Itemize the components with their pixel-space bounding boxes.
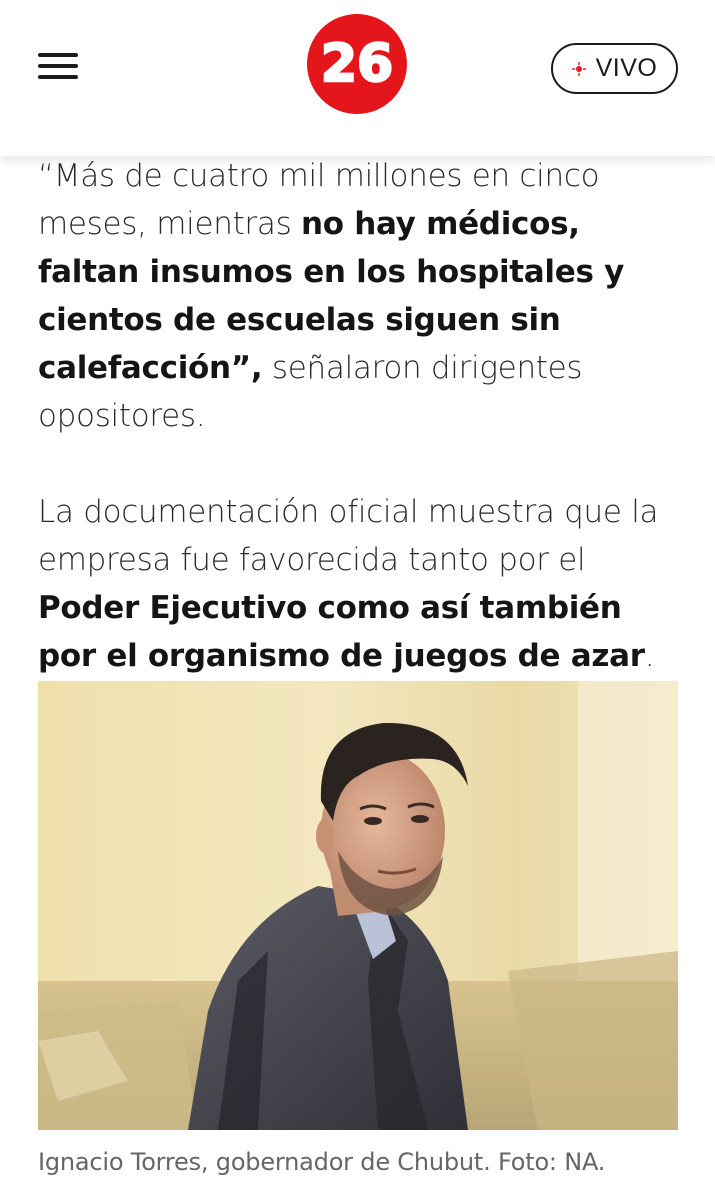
paragraph-text: “Más de cuatro mil millones en cinco meses, mientras: [38, 158, 600, 242]
paragraph-text: .: [644, 638, 655, 674]
canal-26-logo-icon: [306, 13, 408, 115]
logo-text: 26: [320, 34, 394, 94]
photo-caption: Ignacio Torres, gobernador de Chubut. Foto: NA.: [38, 1148, 606, 1176]
live-dot-icon: [572, 62, 586, 76]
paragraph-text: La documentación oficial muestra que la empresa fue favorecida tanto por el: [38, 494, 659, 578]
live-button[interactable]: [551, 43, 678, 94]
menu-bar: [38, 75, 78, 79]
portrait-photo: [38, 681, 678, 1130]
paragraph-bold-text: Poder Ejecutivo como así también por el organismo de juegos de azar: [38, 590, 645, 674]
menu-bar: [38, 64, 78, 68]
menu-bar: [38, 53, 78, 57]
site-logo[interactable]: [306, 13, 408, 115]
site-header: [0, 0, 715, 156]
hamburger-menu-icon[interactable]: [38, 52, 78, 80]
article-paragraph: [38, 488, 683, 680]
live-button-label: VIVO: [595, 54, 658, 82]
paragraph-text: señalaron dirigentes opositores.: [38, 350, 583, 434]
article-paragraph: [38, 152, 683, 440]
article-body: [38, 152, 683, 680]
article-photo[interactable]: [38, 681, 678, 1130]
paragraph-bold-text: no hay médicos, faltan insumos en los hospitales y cientos de escuelas siguen sin calefacción”,: [38, 206, 625, 386]
